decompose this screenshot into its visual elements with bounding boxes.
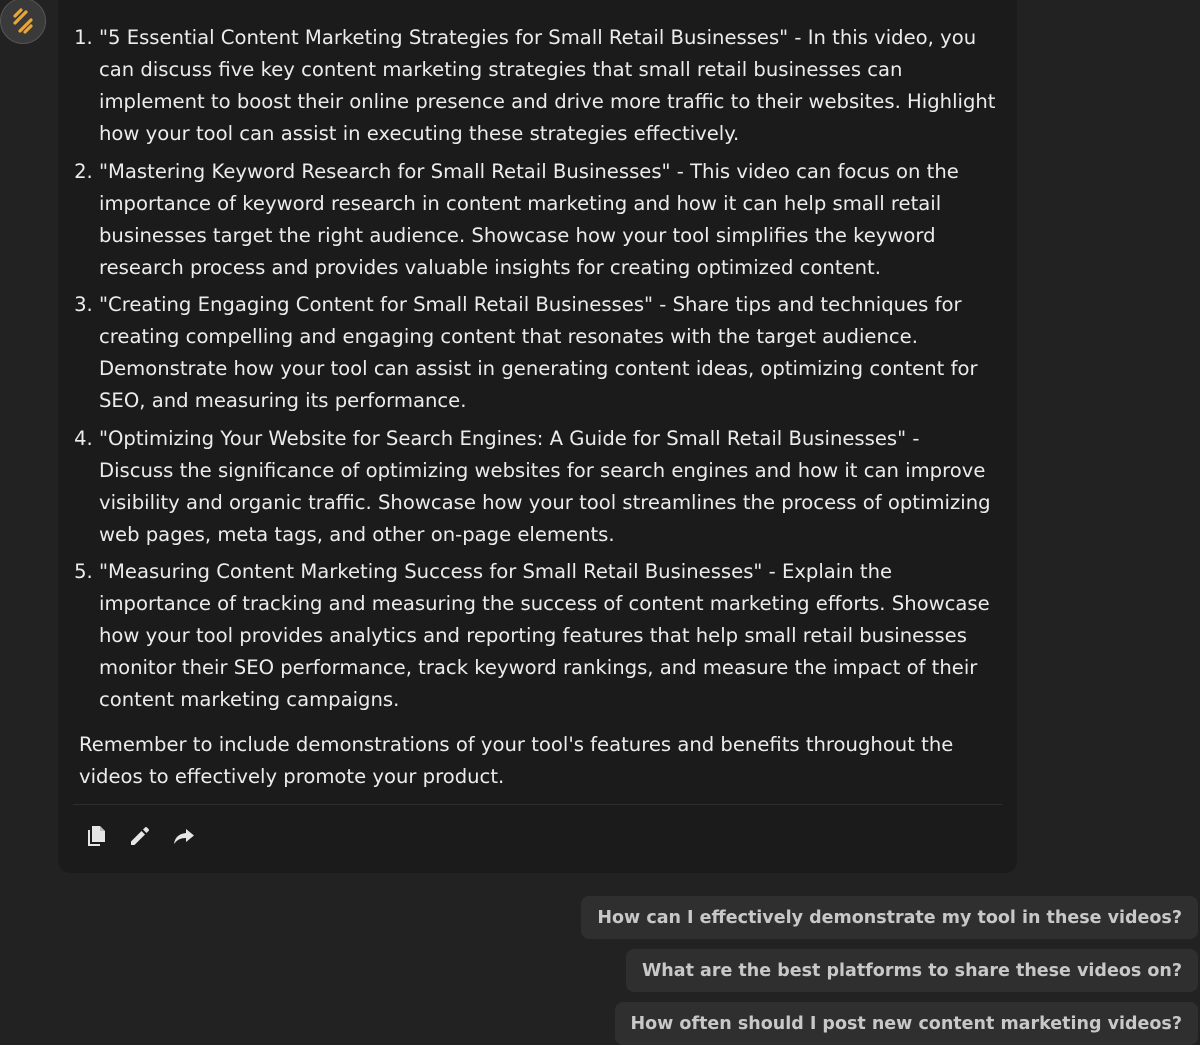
closing-paragraph: Remember to include demonstrations of your tool's features and benefits throughout the videos to effectively promote your product. <box>79 733 954 788</box>
list-item: 5. "Measuring Content Marketing Success for Small Retail Businesses" - Explain the importance of tracking and measuring the success of content marketing efforts. Showcase how your tool provides analytics and reporting features that help small retail businesses monitor their SEO performance, track keyword rankings, and measure the impact of their content marketing campaigns. <box>99 556 999 716</box>
edit-button[interactable] <box>128 824 152 848</box>
share-icon <box>174 827 194 845</box>
message-actions <box>84 824 196 848</box>
suggestion-button[interactable]: How can I effectively demonstrate my tool in these videos? <box>581 896 1198 939</box>
list-item: 3. "Creating Engaging Content for Small Retail Businesses" - Share tips and techniques for creating compelling and engaging content that resonates with the target audience. Demonstrate how your tool can assist in generating content ideas, optimizing content for SEO, and measuring its performance. <box>99 289 999 417</box>
share-button[interactable] <box>172 824 196 848</box>
list-item: 4. "Optimizing Your Website for Search Engines: A Guide for Small Retail Businesses" - Discuss the significance of optimizing websites for search engines and how it can improve visibility and organic traffic. Showcase how your tool streamlines the process of optimizing web pages, meta tags, and other on-page elements. <box>99 423 999 551</box>
sparkle-logo-icon <box>9 7 37 35</box>
pencil-icon <box>130 826 150 846</box>
assistant-avatar <box>0 0 46 44</box>
suggestion-button[interactable]: What are the best platforms to share these videos on? <box>626 949 1198 992</box>
suggestion-button[interactable]: How often should I post new content marketing videos? <box>615 1002 1199 1045</box>
copy-icon <box>87 826 105 846</box>
divider <box>73 804 1002 805</box>
copy-button[interactable] <box>84 824 108 848</box>
video-ideas-list <box>74 22 999 722</box>
list-item: 2. "Mastering Keyword Research for Small Retail Businesses" - This video can focus on the importance of keyword research in content marketing and how it can help small retail businesses target the right audience. Showcase how your tool simplifies the keyword research process and provides valuable insights for creating optimized content. <box>99 156 999 284</box>
list-item: 1. "5 Essential Content Marketing Strategies for Small Retail Businesses" - In this video, you can discuss five key content marketing strategies that small retail businesses can implement to boost their online presence and drive more traffic to their websites. Highlight how your tool can assist in executing these strategies effectively. <box>99 22 999 150</box>
